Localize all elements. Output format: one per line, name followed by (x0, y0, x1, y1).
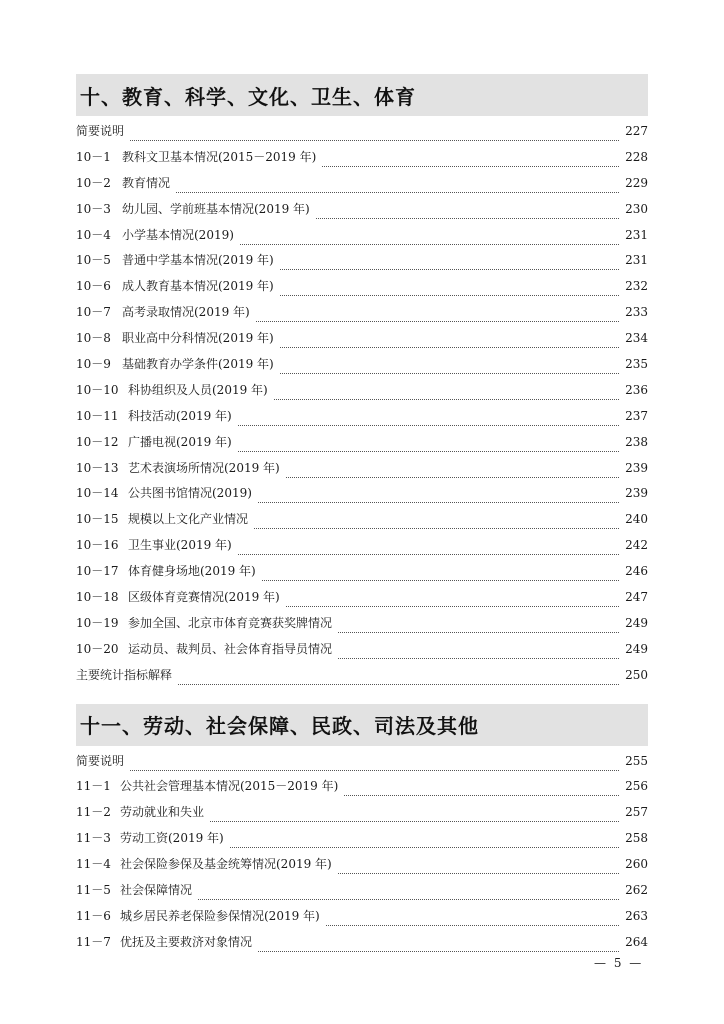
leader-dots (286, 476, 619, 478)
toc-entry-page: 227 (625, 124, 648, 138)
toc-entry-number: 11－6 (76, 908, 111, 923)
toc-entry[interactable] (76, 331, 648, 357)
toc-entry-page: 246 (625, 564, 648, 579)
toc-entry-title: 参加全国、北京市体育竞赛获奖牌情况 (128, 615, 333, 630)
toc-entry-number: 11－2 (76, 805, 111, 820)
toc-entry-number: 10－6 (76, 279, 111, 294)
toc-entry-page: 249 (625, 615, 648, 630)
toc-entry-page: 258 (625, 831, 648, 846)
toc-entry[interactable] (76, 409, 648, 435)
toc-entry-title: 规模以上文化产业情况 (128, 512, 249, 527)
toc-entry-title: 城乡居民养老保险参保情况(2019 年) (120, 908, 320, 923)
toc-entry-title: 科技活动(2019 年) (128, 408, 232, 423)
toc-entry[interactable] (76, 512, 648, 538)
toc-entry[interactable] (76, 642, 648, 668)
toc-entry-page: 249 (625, 641, 648, 656)
toc-entry-title: 区级体育竞赛情况(2019 年) (128, 590, 280, 605)
toc-entry[interactable] (76, 857, 648, 883)
toc-entry-title: 基础教育办学条件(2019 年) (122, 357, 274, 372)
leader-dots (326, 924, 619, 926)
toc-entry-number: 10－11 (76, 408, 119, 423)
toc-entry-title: 小学基本情况(2019) (122, 227, 234, 242)
leader-dots (256, 320, 619, 322)
toc-entry-number: 10－10 (76, 382, 119, 397)
toc-entry[interactable] (76, 616, 648, 642)
section-11-header (76, 704, 648, 746)
toc-entry-page: 262 (625, 883, 648, 898)
toc-entry-number: 11－3 (76, 831, 111, 846)
toc-entry[interactable] (76, 383, 648, 409)
toc-entry-page: 260 (625, 857, 648, 872)
toc-entry-number: 10－17 (76, 564, 119, 579)
toc-entry-number: 10－18 (76, 590, 119, 605)
toc-entry-page: 232 (625, 279, 648, 294)
toc-entry[interactable] (76, 831, 648, 857)
toc-entry-number: 10－2 (76, 175, 111, 190)
toc-entry-page: 256 (625, 779, 648, 794)
toc-entry-title: 简要说明 (76, 124, 125, 138)
toc-entry-title: 教育情况 (122, 175, 171, 190)
section-10-title: 十、教育、科学、文化、卫生、体育 (80, 84, 416, 109)
leader-dots (230, 846, 619, 848)
toc-entry-page: 239 (625, 486, 648, 501)
toc-entry-title: 优抚及主要救济对象情况 (120, 934, 253, 949)
toc-entry-page: 231 (625, 227, 648, 242)
toc-entry-page: 231 (625, 253, 648, 268)
toc-entry-title: 公共社会管理基本情况(2015－2019 年) (120, 779, 339, 794)
toc-entry[interactable] (76, 668, 648, 694)
toc-entry-title: 劳动工资(2019 年) (120, 831, 224, 846)
toc-entry-title: 社会保险参保及基金统筹情况(2019 年) (120, 857, 332, 872)
toc-entry-number: 10－14 (76, 486, 119, 501)
toc-entry-page: 233 (625, 305, 648, 320)
toc-entry[interactable] (76, 279, 648, 305)
leader-dots (238, 553, 619, 555)
toc-entry-title: 教科文卫基本情况(2015－2019 年) (122, 149, 317, 164)
toc-entry-number: 10－13 (76, 460, 119, 475)
toc-entry-number: 11－4 (76, 857, 111, 872)
toc-entry-title: 艺术表演场所情况(2019 年) (128, 460, 280, 475)
toc-entry-title: 卫生事业(2019 年) (128, 538, 232, 553)
toc-entry-title: 成人教育基本情况(2019 年) (122, 279, 274, 294)
toc-entry-number: 11－1 (76, 779, 111, 794)
toc-entry-number: 10－15 (76, 512, 119, 527)
toc-entry[interactable] (76, 202, 648, 228)
toc-entry-title: 公共图书馆情况(2019) (128, 486, 252, 501)
leader-dots (240, 243, 619, 245)
leader-dots (280, 268, 619, 270)
toc-entry-number: 10－16 (76, 538, 119, 553)
toc-entry-number: 10－19 (76, 615, 119, 630)
toc-entry[interactable] (76, 935, 648, 961)
toc-entry-page: 242 (625, 538, 648, 553)
toc-entry[interactable] (76, 805, 648, 831)
toc-entry-number: 10－4 (76, 227, 111, 242)
toc-entry-page: 255 (625, 753, 648, 768)
section-10-header (76, 74, 648, 116)
toc-entry[interactable] (76, 124, 648, 150)
toc-entry-number: 10－12 (76, 434, 119, 449)
leader-dots (274, 398, 619, 400)
toc-entry-page: 228 (625, 149, 648, 164)
toc-entry-number: 10－5 (76, 253, 111, 268)
leader-dots (238, 450, 619, 452)
leader-dots (316, 217, 619, 219)
toc-entry[interactable] (76, 538, 648, 564)
toc-entry-page: 238 (625, 434, 648, 449)
toc-entry-page: 229 (625, 175, 648, 190)
section-11-toc (76, 754, 648, 961)
leader-dots (258, 950, 619, 952)
leader-dots (344, 794, 619, 796)
toc-entry-page: 230 (625, 201, 648, 216)
toc-entry-title: 主要统计指标解释 (76, 667, 173, 682)
leader-dots (258, 501, 619, 503)
toc-entry-title: 职业高中分科情况(2019 年) (122, 331, 274, 346)
toc-entry-number: 10－3 (76, 201, 111, 216)
leader-dots (338, 631, 619, 633)
page-number: — 5 — (594, 956, 644, 970)
toc-entry-title: 运动员、裁判员、社会体育指导员情况 (128, 641, 333, 656)
toc-entry[interactable] (76, 305, 648, 331)
toc-entry[interactable] (76, 590, 648, 616)
toc-entry-page: 247 (625, 590, 648, 605)
toc-entry-title: 劳动就业和失业 (120, 805, 205, 820)
toc-page (76, 74, 648, 961)
toc-entry-title: 社会保障情况 (120, 883, 193, 898)
toc-entry[interactable] (76, 435, 648, 461)
toc-entry-page: 240 (625, 512, 648, 527)
toc-entry[interactable] (76, 150, 648, 176)
toc-entry[interactable] (76, 754, 648, 780)
toc-entry-title: 普通中学基本情况(2019 年) (122, 253, 274, 268)
toc-entry[interactable] (76, 228, 648, 254)
leader-dots (338, 872, 619, 874)
toc-entry-title: 科协组织及人员(2019 年) (128, 382, 268, 397)
leader-dots (210, 820, 619, 822)
toc-entry[interactable] (76, 883, 648, 909)
section-11-title: 十一、劳动、社会保障、民政、司法及其他 (80, 714, 479, 739)
toc-entry-number: 10－1 (76, 149, 111, 164)
toc-entry[interactable] (76, 253, 648, 279)
leader-dots (338, 657, 619, 659)
toc-entry-number: 10－20 (76, 641, 119, 656)
toc-entry[interactable] (76, 486, 648, 512)
toc-entry-title: 广播电视(2019 年) (128, 434, 232, 449)
leader-dots (280, 346, 619, 348)
leader-dots (178, 683, 619, 685)
toc-entry-page: 263 (625, 908, 648, 923)
toc-entry[interactable] (76, 176, 648, 202)
toc-entry-page: 250 (625, 667, 648, 682)
toc-entry-number: 10－8 (76, 331, 111, 346)
toc-entry-page: 234 (625, 331, 648, 346)
toc-entry-number: 11－5 (76, 883, 111, 898)
section-10-toc (76, 124, 648, 694)
toc-entry-number: 10－7 (76, 305, 111, 320)
toc-entry-page: 236 (625, 382, 648, 397)
toc-entry[interactable] (76, 779, 648, 805)
toc-entry-page: 264 (625, 934, 648, 949)
toc-entry-number: 10－9 (76, 357, 111, 372)
leader-dots (322, 165, 619, 167)
toc-entry-page: 257 (625, 805, 648, 820)
toc-entry[interactable] (76, 909, 648, 935)
toc-entry-title: 体育健身场地(2019 年) (128, 564, 256, 579)
leader-dots (254, 527, 619, 529)
leader-dots (262, 579, 619, 581)
leader-dots (280, 294, 619, 296)
toc-entry-number: 11－7 (76, 934, 111, 949)
toc-entry-title: 高考录取情况(2019 年) (122, 305, 250, 320)
toc-entry[interactable] (76, 564, 648, 590)
leader-dots (238, 424, 619, 426)
toc-entry[interactable] (76, 357, 648, 383)
toc-entry-page: 235 (625, 357, 648, 372)
leader-dots (130, 769, 619, 771)
toc-entry[interactable] (76, 461, 648, 487)
leader-dots (280, 372, 619, 374)
toc-entry-page: 237 (625, 408, 648, 423)
leader-dots (198, 898, 619, 900)
leader-dots (286, 605, 619, 607)
leader-dots (176, 191, 619, 193)
toc-entry-title: 简要说明 (76, 753, 125, 768)
leader-dots (130, 139, 619, 141)
toc-entry-title: 幼儿园、学前班基本情况(2019 年) (122, 201, 310, 216)
toc-entry-page: 239 (625, 460, 648, 475)
